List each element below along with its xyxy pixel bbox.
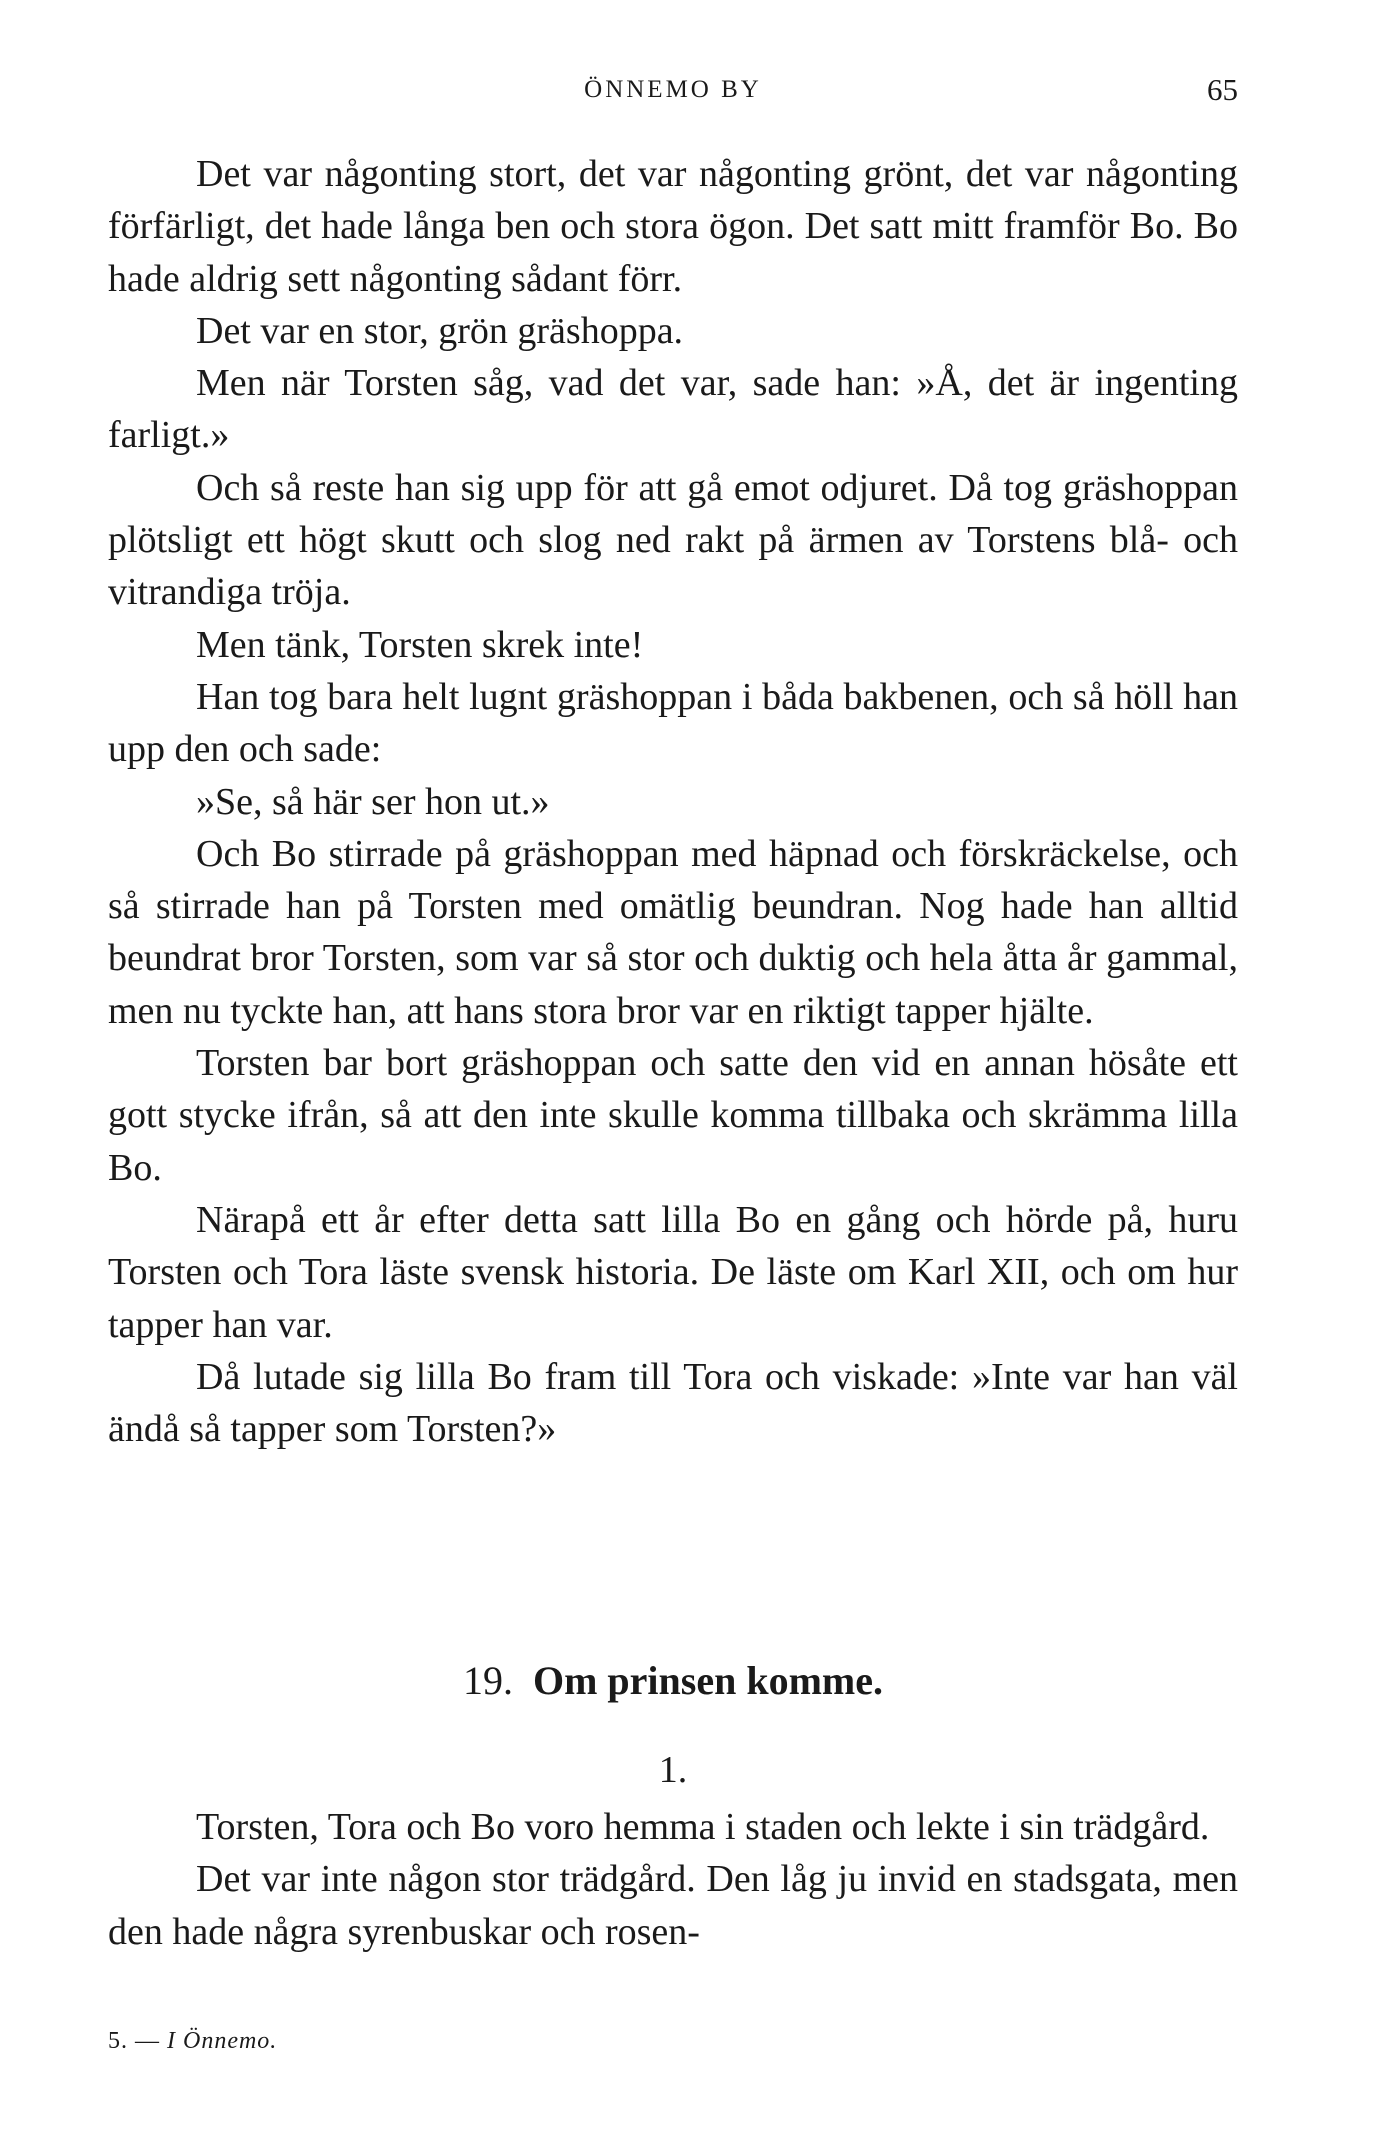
paragraph: Det var inte någon stor trädgård. Den låg ju invid en stadsgata, men den hade några syrenbuskar och rosen-: [108, 1858, 1238, 1953]
paragraph: Det var någonting stort, det var någonting grönt, det var någonting förfärligt, det hade långa ben och stora ögon. Det satt mitt framför Bo. Bo hade aldrig sett någonting sådant förr.: [108, 153, 1238, 300]
body-text-continued: [108, 1801, 1238, 1958]
page-number: 65: [1207, 72, 1238, 107]
signature-title: I Önnemo.: [167, 2028, 278, 2054]
chapter-number: 19.: [463, 1658, 513, 1703]
paragraph: Torsten bar bort gräshoppan och satte den vid en annan hösåte ett gott stycke ifrån, så att den inte skulle komma tillbaka och skrämma lilla Bo.: [108, 1042, 1238, 1189]
paragraph: »Se, så här ser hon ut.»: [196, 780, 550, 823]
printer-signature: [108, 2028, 277, 2055]
section-number: 1.: [658, 1749, 688, 1791]
paragraph: Och så reste han sig upp för att gå emot odjuret. Då tog gräshoppan plötsligt ett högt skutt och slog ned rakt på ärmen av Torstens blå- och vitrandiga tröja.: [108, 466, 1238, 614]
paragraph: Han tog bara helt lugnt gräshoppan i båda bakbenen, och så höll han upp den och sade:: [108, 675, 1238, 771]
chapter-title: Om prinsen komme.: [533, 1658, 883, 1703]
paragraph: Torsten, Tora och Bo voro hemma i staden och lekte i sin trädgård.: [196, 1806, 1210, 1848]
paragraph: Men tänk, Torsten skrek inte!: [196, 623, 644, 666]
body-text: [108, 148, 1238, 1455]
paragraph: Närapå ett år efter detta satt lilla Bo en gång och hörde på, huru Torsten och Tora läste svensk historia. De läste om Karl XII, och om hur tapper han var.: [108, 1198, 1238, 1346]
chapter-heading: [108, 1655, 1238, 1707]
running-title: ÖNNEMO BY: [584, 76, 762, 103]
paragraph: Och Bo stirrade på gräshoppan med häpnad och förskräckelse, och så stirrade han på Torsten med omätlig beundran. Nog hade han alltid beundrat bror Torsten, som var så stor och duktig och hela åtta år gammal, men nu tyckte han, att hans stora bror var en riktigt tapper hjälte.: [108, 832, 1238, 1032]
paragraph: Då lutade sig lilla Bo fram till Tora och viskade: »Inte var han väl ändå så tapper som Torsten?»: [108, 1355, 1238, 1451]
paragraph: Men när Torsten såg, vad det var, sade han: »Å, det är ingenting farligt.»: [108, 362, 1238, 457]
signature-sheet: 5. —: [108, 2028, 160, 2054]
paragraph: Det var en stor, grön gräshoppa.: [196, 309, 684, 352]
running-head: [108, 72, 1238, 126]
